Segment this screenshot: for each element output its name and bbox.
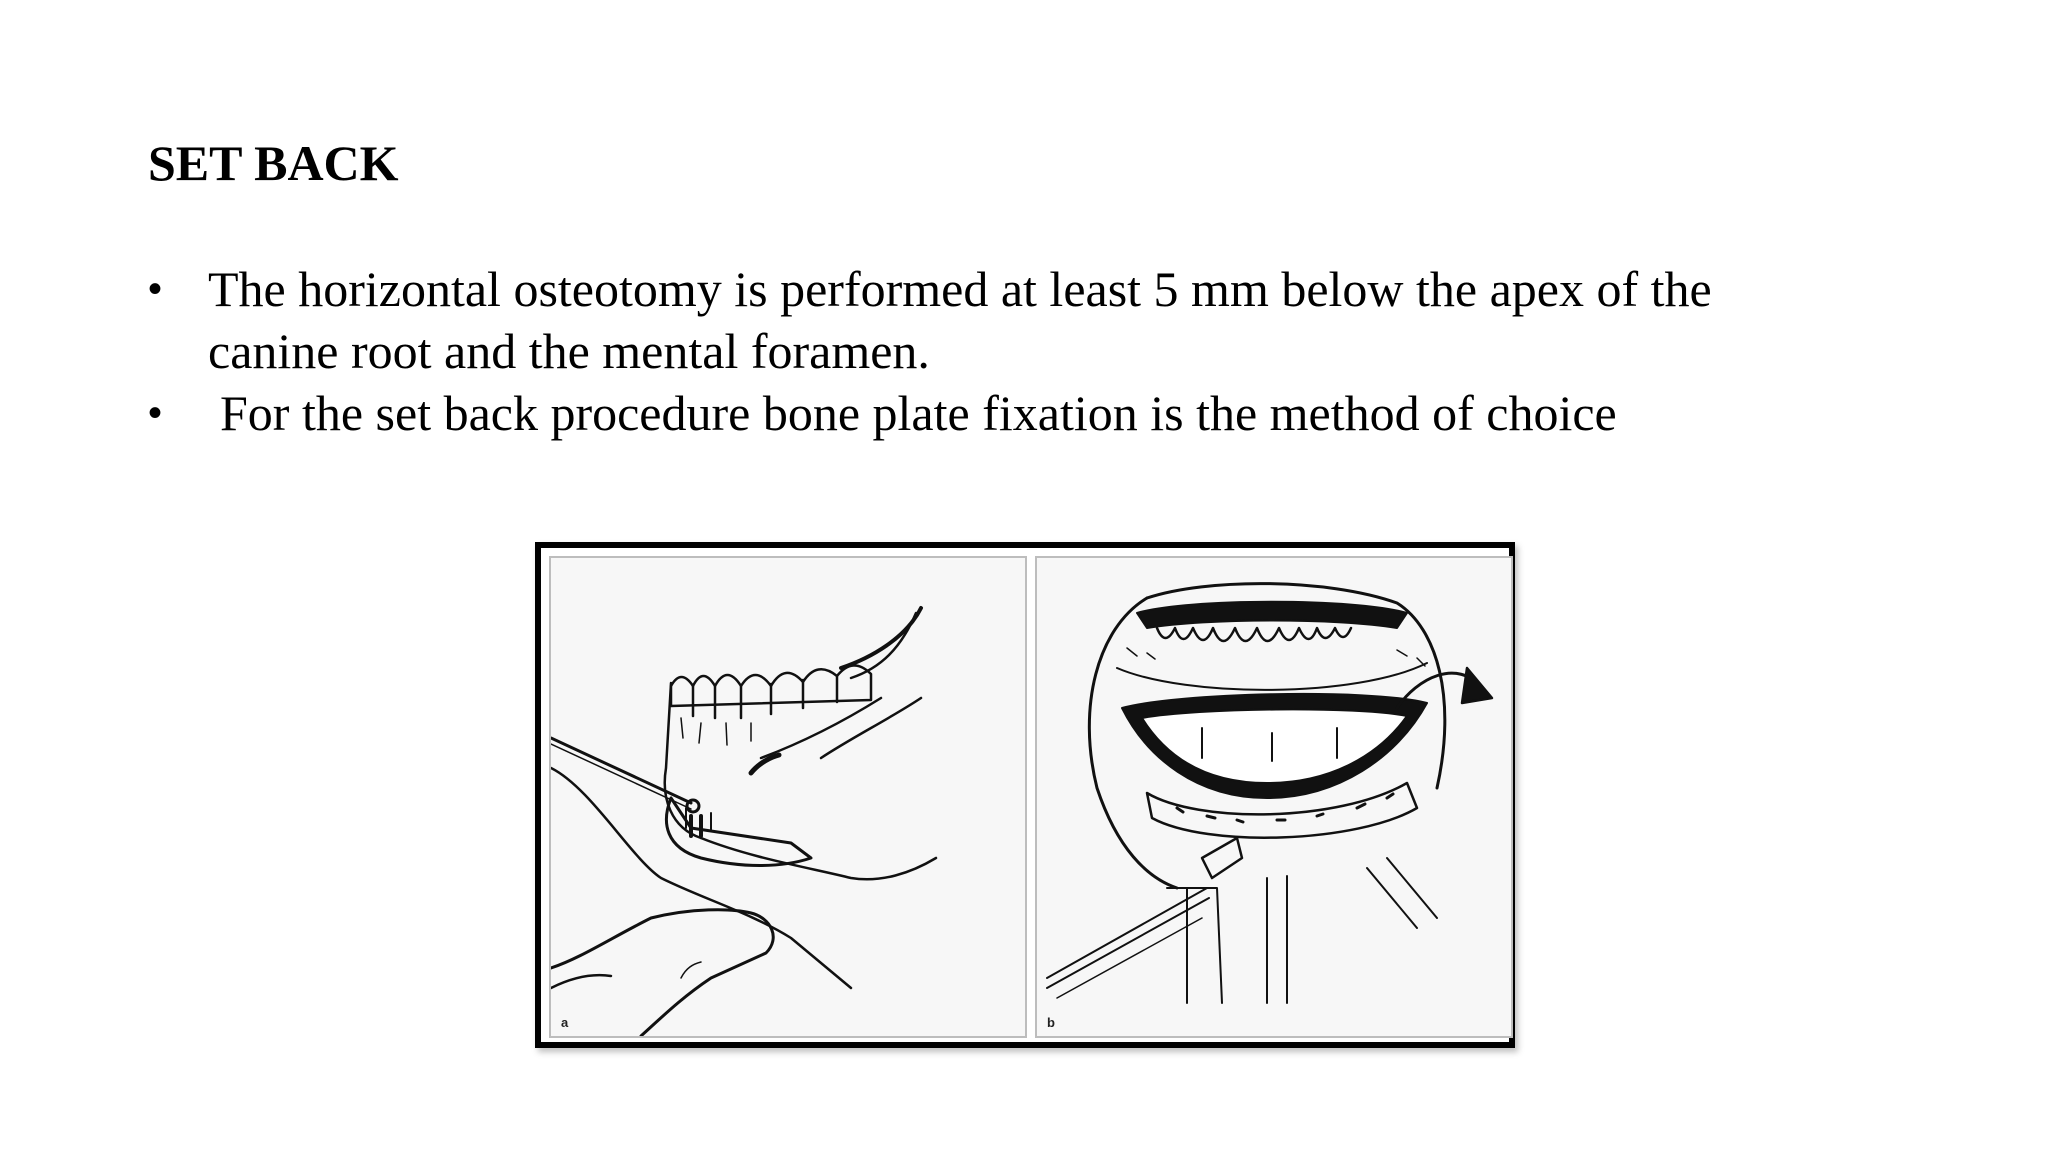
osteotomy-figure	[535, 542, 1515, 1048]
bullet-line: For the set back procedure bone plate fixation is the method of choice	[220, 385, 1617, 441]
bullet-item	[148, 382, 1868, 444]
bullet-text	[208, 261, 1712, 379]
bullet-line: The horizontal osteotomy is performed at least 5 mm below the apex of the	[208, 261, 1712, 317]
lateral-mandible-illustration	[551, 558, 1025, 1036]
bullet-list	[148, 258, 1868, 444]
figure-panel-b	[1035, 556, 1513, 1038]
bullet-line: canine root and the mental foramen.	[208, 323, 930, 379]
bullet-marker: •	[148, 391, 163, 435]
bullet-item	[148, 258, 1868, 382]
panel-label-a: a	[561, 1015, 569, 1030]
bullet-marker: •	[148, 267, 163, 311]
figure-panel-a	[549, 556, 1027, 1038]
panel-label-b: b	[1047, 1015, 1055, 1030]
bullet-text	[208, 385, 1617, 441]
slide-title: SET BACK	[148, 135, 399, 191]
frontal-intraoral-illustration	[1037, 558, 1511, 1036]
